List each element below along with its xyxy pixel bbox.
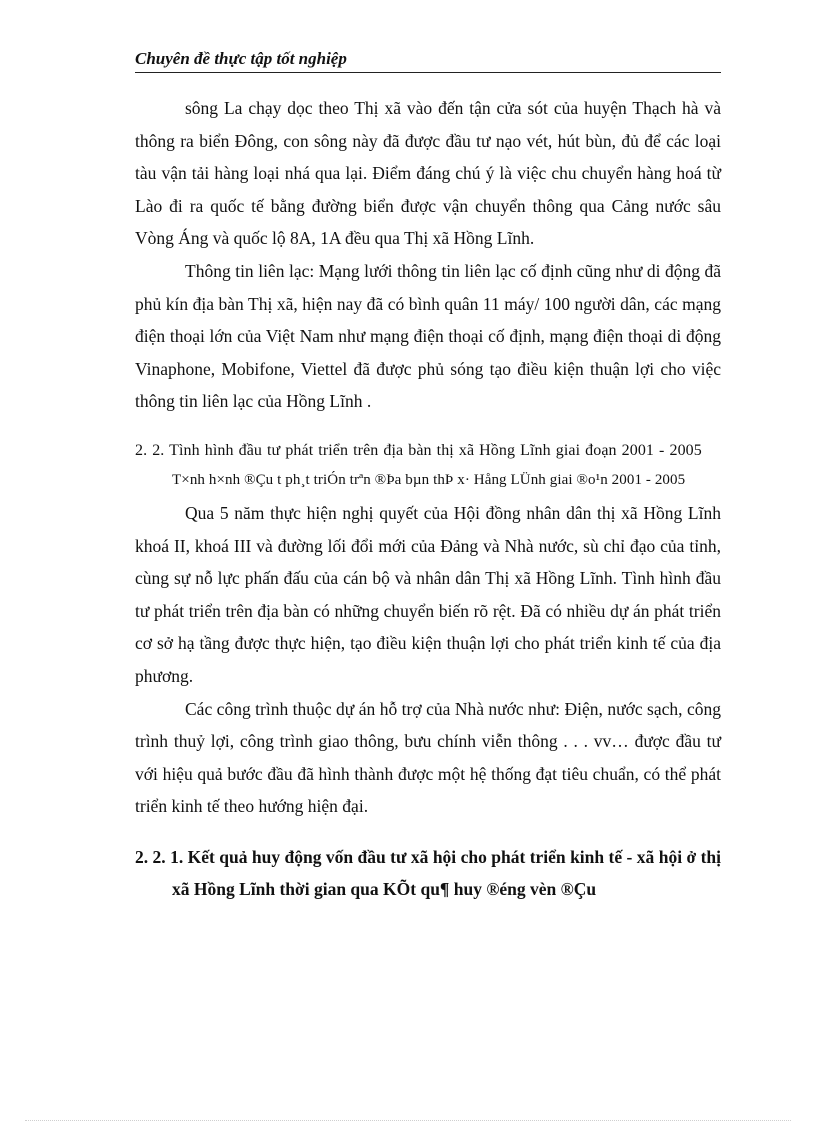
paragraph-projects: Các công trình thuộc dự án hỗ trợ của Nhà nước như: Điện, nước sạch, công trình thuỷ lợi, công trình giao thông, bưu chính viễn thông . . . vv… được đầu tư với hiệu quả bước đầu đã hình thành được một hệ thống đạt tiêu chuẩn, có thể phát triển kinh tế theo hướng hiện đại. [135,698,721,817]
header-title: Chuyên đề thực tập tốt nghiệp [135,49,347,68]
section-heading-garbled: KÕt qu¶ huy ®éng vèn ®Çu [383,878,597,899]
page-header [135,48,721,73]
section-heading-text: 2. 2. Tình hình đầu tư phát triển trên địa bàn thị xã Hồng Lĩnh giai đoạn 2001 - 2005 [135,441,702,459]
section-heading-text: 2. 2. 1. Kết quả huy động vốn đầu tư xã hội cho phát triển kinh tế - xã hội ở thị xã Hồng Lĩnh thời gian qua [135,846,721,899]
section-heading-2-2-1 [135,841,721,905]
document-body [135,92,721,905]
section-heading-2-2 [135,436,721,495]
section-heading-garbled: T×nh h×nh ®Çu t ph¸t triÓn trªn ®Þa bµn thÞ x· Hång LÜnh giai ®o¹n 2001 - 2005 [172,471,686,488]
paragraph-five-years: Qua 5 năm thực hiện nghị quyết của Hội đồng nhân dân thị xã Hồng Lĩnh khoá II, khoá III và đường lối đổi mới của Đảng và Nhà nước, sù chỉ đạo của tỉnh, cùng sự nỗ lực phấn đấu của cán bộ và nhân dân Thị xã Hồng Lĩnh. Tình hình đầu tư phát triển trên địa bàn có những chuyển biến rõ rệt. Đã có nhiều dự án phát triển cơ sở hạ tầng được thực hiện, tạo điều kiện thuận lợi cho phát triển kinh tế của địa phương. [135,502,721,686]
page-bottom-border [25,1120,791,1121]
paragraph-river-transport: sông La chạy dọc theo Thị xã vào đến tận cửa sót của huyện Thạch hà và thông ra biển Đông, con sông này đã được đầu tư nạo vét, hút bùn, đủ để các loại tàu vận tải hàng loại nhá qua lại. Điểm đáng chú ý là việc chu chuyển hàng hoá từ Lào đi ra quốc tế bằng đường biển được vận chuyển thông qua Cảng nước sâu Vòng Áng và quốc lộ 8A, 1A đều qua Thị xã Hồng Lĩnh. [135,98,721,249]
paragraph-telecom: Thông tin liên lạc: Mạng lưới thông tin liên lạc cố định cũng như di động đã phủ kín địa bàn Thị xã, hiện nay đã có bình quân 11 máy/ 100 người dân, các mạng điện thoại lớn của Việt Nam như mạng điện thoại cố định, mạng điện thoại di động Vinaphone, Mobifone, Viettel đã được phủ sóng tạo điều kiện thuận lợi cho việc thông tin liên lạc của Hồng Lĩnh . [135,260,721,412]
